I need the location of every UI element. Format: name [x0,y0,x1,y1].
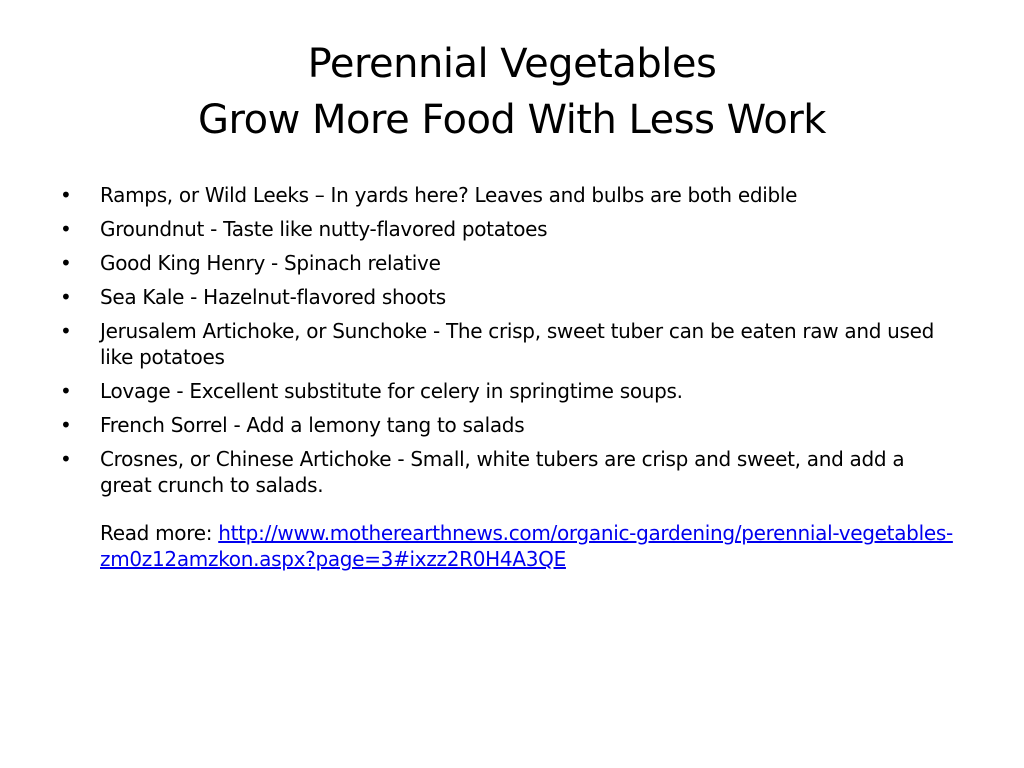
bullet-text: Good King Henry - Spinach relative [100,251,441,275]
title-line-2: Grow More Food With Less Work [198,97,826,143]
bullet-text: Groundnut - Taste like nutty-flavored potatoes [100,217,548,241]
bullet-dot-icon: • [60,413,72,437]
slide-body [58,182,958,572]
bullet-dot-icon: • [60,447,72,471]
bullet-item [58,284,958,310]
bullet-item [58,182,958,208]
title-line-1: Perennial Vegetables [307,41,717,87]
bullet-text: Ramps, or Wild Leeks – In yards here? Leaves and bulbs are both edible [100,183,798,207]
bullet-dot-icon: • [60,217,72,241]
bullet-item [58,378,958,404]
bullet-list [58,182,958,498]
read-more-link[interactable]: http://www.motherearthnews.com/organic-gardening/perennial-vegetables-zm0z12amzkon.aspx?page=3#ixzz2R0H4A3QE [100,521,953,571]
bullet-dot-icon: • [60,183,72,207]
read-more-label: Read more: [100,521,219,545]
bullet-text: French Sorrel - Add a lemony tang to salads [100,413,525,437]
bullet-dot-icon: • [60,285,72,309]
bullet-text: Crosnes, or Chinese Artichoke - Small, white tubers are crisp and sweet, and add a great crunch to salads. [100,447,905,497]
bullet-item [58,318,958,370]
bullet-item [58,250,958,276]
bullet-item [58,412,958,438]
read-more [58,520,958,572]
bullet-text: Lovage - Excellent substitute for celery in springtime soups. [100,379,683,403]
bullet-dot-icon: • [60,379,72,403]
bullet-item [58,446,958,498]
bullet-item [58,216,958,242]
bullet-text: Sea Kale - Hazelnut-flavored shoots [100,285,446,309]
bullet-dot-icon: • [60,251,72,275]
slide-title [60,36,964,148]
bullet-text: Jerusalem Artichoke, or Sunchoke - The crisp, sweet tuber can be eaten raw and used like potatoes [100,319,935,369]
bullet-dot-icon: • [60,319,72,343]
